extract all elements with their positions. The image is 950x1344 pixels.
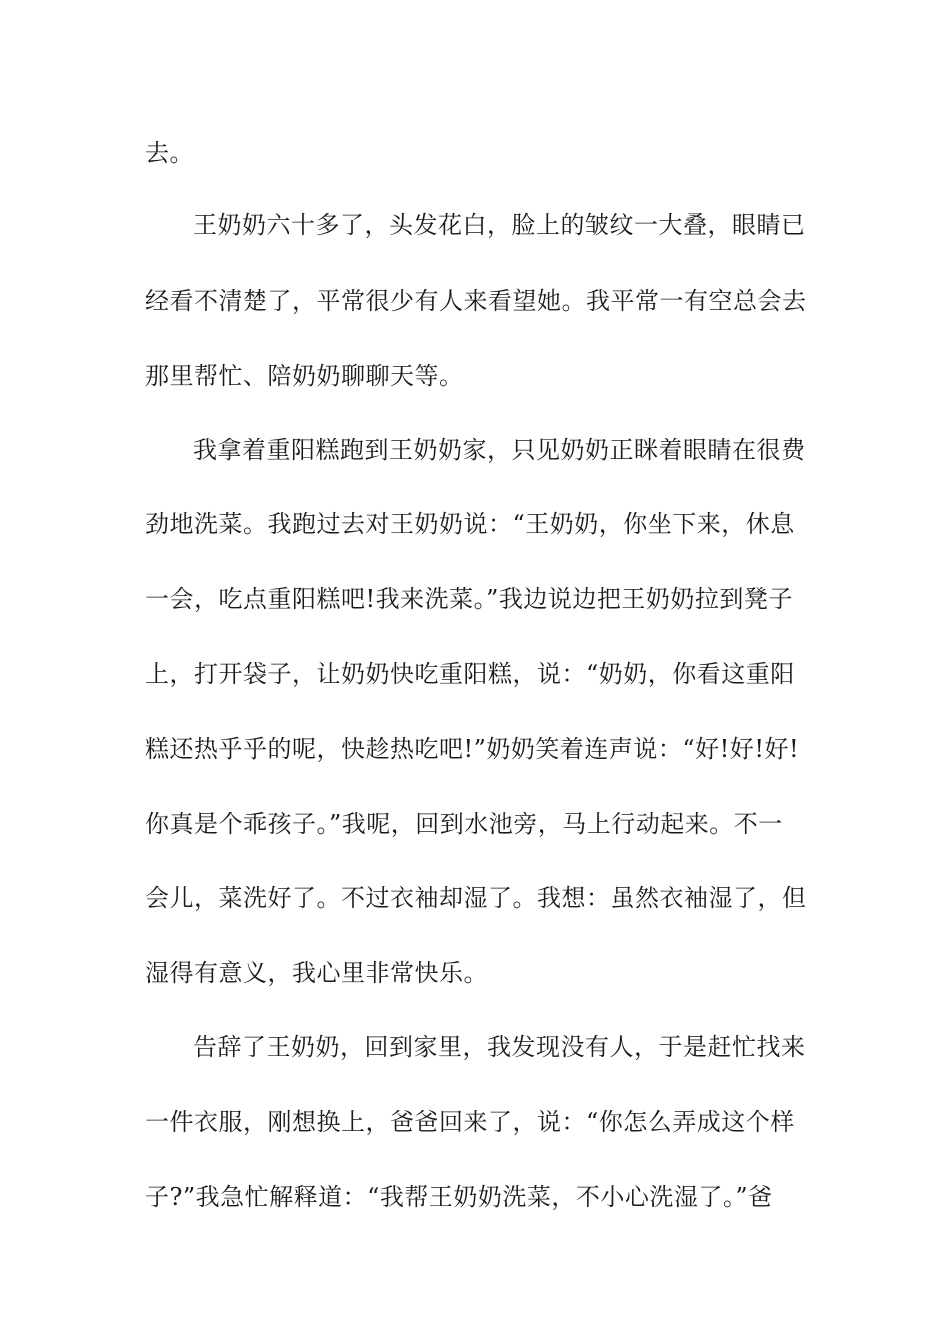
paragraph-first-line: 我拿着重阳糕跑到王奶奶家，只见奶奶正眯着眼睛在很费 [193, 436, 806, 464]
text-line: 经看不清楚了，平常很少有人来看望她。我平常一有空总会去 [145, 287, 807, 315]
text-line: 上，打开袋子，让奶奶快吃重阳糕，说：“奶奶，你看这重阳 [145, 660, 795, 688]
text-line: 一件衣服，刚想换上，爸爸回来了，说：“你怎么弄成这个样 [145, 1108, 795, 1136]
text-line: 糕还热乎乎的呢，快趁热吃吧!”奶奶笑着连声说：“好!好!好! [145, 735, 800, 763]
text-line: 会儿，菜洗好了。不过衣袖却湿了。我想：虽然衣袖湿了，但 [145, 884, 807, 912]
text-line: 劲地洗菜。我跑过去对王奶奶说：“王奶奶，你坐下来，休息 [145, 510, 795, 538]
text-line: 一会，吃点重阳糕吧!我来洗菜。”我边说边把王奶奶拉到凳子 [145, 585, 793, 613]
text-line: 子?”我急忙解释道：“我帮王奶奶洗菜，不小心洗湿了。”爸 [145, 1183, 773, 1211]
text-line: 去。 [145, 139, 194, 167]
text-line: 湿得有意义，我心里非常快乐。 [145, 959, 488, 987]
text-line: 那里帮忙、陪奶奶聊聊天等。 [145, 362, 464, 390]
text-line: 你真是个乖孩子。”我呢，回到水池旁，马上行动起来。不一 [145, 810, 783, 838]
paragraph-first-line: 告辞了王奶奶，回到家里，我发现没有人，于是赶忙找来 [193, 1033, 806, 1061]
paragraph-first-line: 王奶奶六十多了，头发花白，脸上的皱纹一大叠，眼睛已 [193, 211, 806, 239]
